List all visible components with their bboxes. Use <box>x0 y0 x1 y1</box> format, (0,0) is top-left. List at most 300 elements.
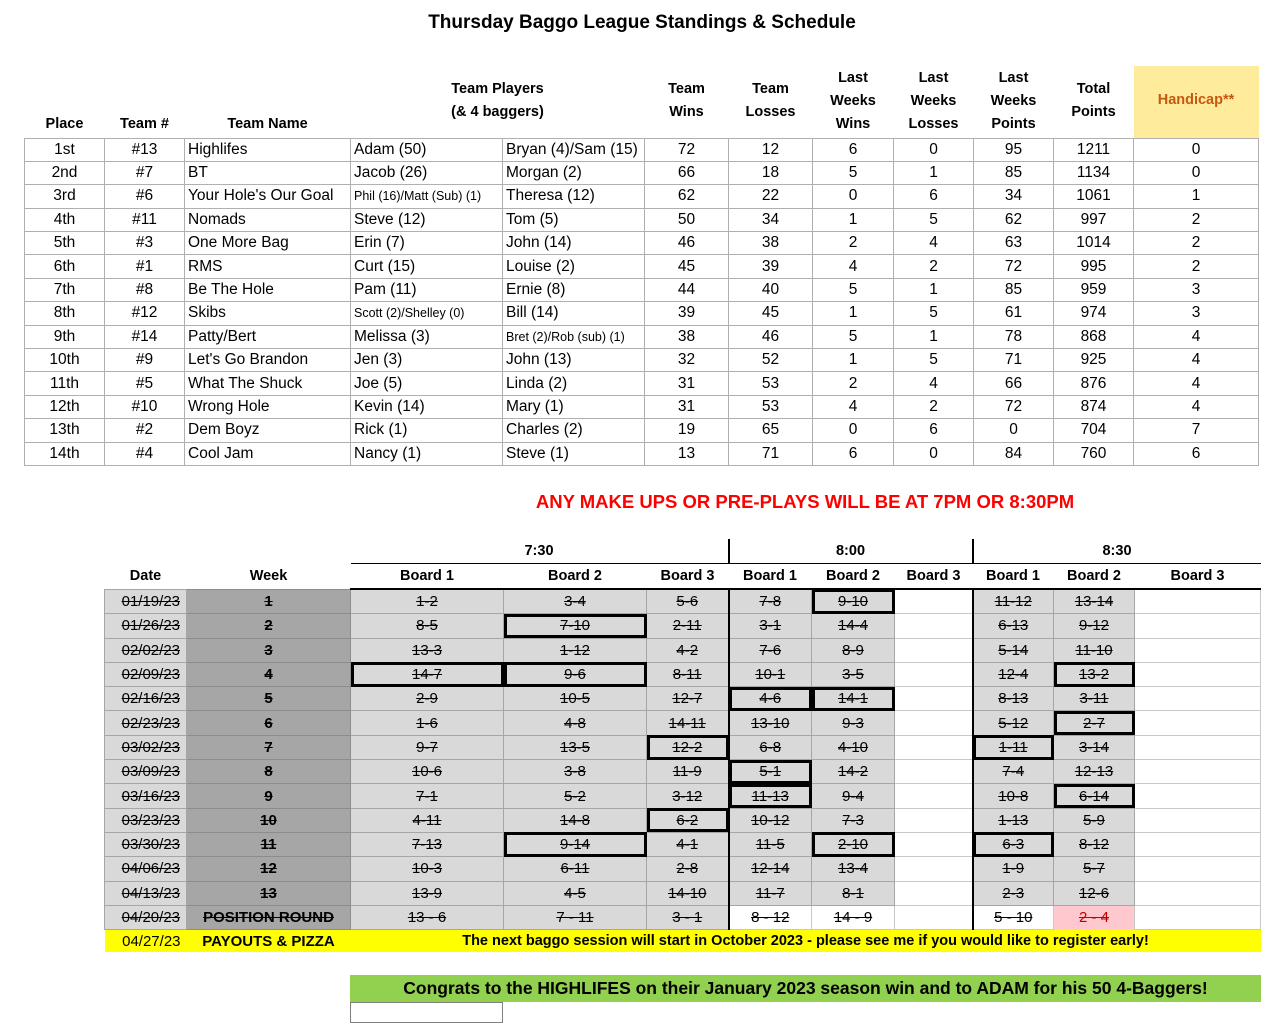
empty-board-cell <box>1135 735 1261 759</box>
team-name-cell: Nomads <box>185 208 351 231</box>
header-team-players: Team Players (& 4 baggers) <box>451 80 544 120</box>
header-week: Week <box>249 568 288 584</box>
matchup-text: 7-1 <box>416 787 438 805</box>
matchup-cell <box>729 662 812 686</box>
matchup-cell <box>1054 687 1135 711</box>
player-1-cell: Curt (15) <box>351 255 503 278</box>
player-1-cell: Pam (11) <box>351 278 503 301</box>
last-weeks-wins-cell: 4 <box>813 255 894 278</box>
payout-date: 04/27/23 <box>105 930 187 953</box>
standings-header-row <box>25 66 1259 138</box>
matchup-cell <box>351 589 504 614</box>
empty-board-cell <box>895 662 973 686</box>
schedule-row <box>105 589 1261 614</box>
standings-row <box>25 208 1259 231</box>
matchup-text: 10-5 <box>559 690 591 708</box>
team-number-cell: #11 <box>105 208 185 231</box>
date-text: 02/02/23 <box>121 641 180 659</box>
header-board: Board 3 <box>647 564 729 590</box>
team-wins-cell: 38 <box>645 325 729 348</box>
week-text: 6 <box>264 714 273 732</box>
matchup-cell <box>973 760 1054 784</box>
handicap-cell: 0 <box>1134 138 1259 161</box>
total-points-cell: 1061 <box>1054 185 1134 208</box>
matchup-text: 5-1 <box>759 763 782 781</box>
player-2-cell: Charles (2) <box>503 419 645 442</box>
last-weeks-wins-cell: 1 <box>813 302 894 325</box>
week-text: 7 <box>264 738 273 756</box>
team-number-cell: #6 <box>105 185 185 208</box>
schedule-week <box>187 638 351 662</box>
team-name-cell: Your Hole's Our Goal <box>185 185 351 208</box>
place-cell: 4th <box>25 208 105 231</box>
schedule-row <box>105 857 1261 881</box>
empty-board-cell <box>895 881 973 905</box>
matchup-text: 7-10 <box>559 617 591 635</box>
team-name-cell: RMS <box>185 255 351 278</box>
matchup-cell <box>973 905 1054 929</box>
last-weeks-losses-cell: 2 <box>894 395 974 418</box>
matchup-cell <box>1054 881 1135 905</box>
matchup-text: 1-9 <box>1002 860 1025 878</box>
handicap-cell: 2 <box>1134 255 1259 278</box>
team-wins-cell: 31 <box>645 395 729 418</box>
matchup-text: 5-2 <box>564 787 586 805</box>
last-weeks-wins-cell: 0 <box>813 419 894 442</box>
place-cell: 6th <box>25 255 105 278</box>
matchup-cell <box>351 784 504 808</box>
empty-board-cell <box>1135 638 1261 662</box>
matchup-cell <box>504 881 647 905</box>
matchup-cell <box>812 711 895 735</box>
date-text: 03/09/23 <box>121 763 180 781</box>
week-text: 2 <box>264 617 273 635</box>
player-1-cell: Kevin (14) <box>351 395 503 418</box>
matchup-cell <box>812 784 895 808</box>
matchup-cell <box>812 662 895 686</box>
matchup-cell <box>973 735 1054 759</box>
next-session-message: The next baggo session will start in October 2023 - please see me if you would like to register early! <box>351 930 1261 953</box>
last-weeks-points-cell: 0 <box>974 419 1054 442</box>
matchup-cell <box>504 832 647 856</box>
matchup-cell <box>351 711 504 735</box>
matchup-cell <box>504 905 647 929</box>
matchup-text: 8-1 <box>842 884 864 902</box>
week-text: 1 <box>264 592 273 610</box>
last-weeks-points-cell: 62 <box>974 208 1054 231</box>
schedule-week <box>187 832 351 856</box>
header-last-weeks-points: Last Weeks Points <box>990 69 1037 132</box>
matchup-cell <box>729 808 812 832</box>
matchup-cell <box>647 808 729 832</box>
team-losses-cell: 18 <box>729 161 813 184</box>
last-weeks-losses-cell: 0 <box>894 442 974 465</box>
team-name-cell: Patty/Bert <box>185 325 351 348</box>
total-points-cell: 874 <box>1054 395 1134 418</box>
place-cell: 9th <box>25 325 105 348</box>
team-name-cell: BT <box>185 161 351 184</box>
matchup-text: 7 - 11 <box>556 909 594 926</box>
date-text: 03/16/23 <box>121 787 180 805</box>
place-cell: 12th <box>25 395 105 418</box>
matchup-text: 6-8 <box>759 738 782 756</box>
empty-board-cell <box>895 589 973 614</box>
empty-board-cell <box>895 638 973 662</box>
total-points-cell: 1014 <box>1054 232 1134 255</box>
handicap-cell: 0 <box>1134 161 1259 184</box>
place-cell: 13th <box>25 419 105 442</box>
schedule-date <box>105 614 187 638</box>
matchup-text: 14-4 <box>837 617 869 635</box>
matchup-cell <box>729 687 812 711</box>
empty-board-cell <box>895 832 973 856</box>
matchup-cell <box>1054 711 1135 735</box>
matchup-text: 2 - 4 <box>1078 909 1109 927</box>
schedule-week <box>187 905 351 929</box>
standings-row <box>25 325 1259 348</box>
matchup-text: 4-11 <box>412 811 442 829</box>
team-losses-cell: 65 <box>729 419 813 442</box>
matchup-cell <box>1054 784 1135 808</box>
date-text: 04/06/23 <box>121 860 180 878</box>
matchup-text: 12-7 <box>672 690 703 708</box>
empty-board-cell <box>1135 711 1261 735</box>
matchup-text: 11-12 <box>994 593 1032 611</box>
team-number-cell: #2 <box>105 419 185 442</box>
total-points-cell: 925 <box>1054 349 1134 372</box>
team-number-cell: #7 <box>105 161 185 184</box>
matchup-text: 8-5 <box>416 617 438 635</box>
team-wins-cell: 50 <box>645 208 729 231</box>
team-wins-cell: 62 <box>645 185 729 208</box>
matchup-text: 6-3 <box>1002 836 1025 854</box>
matchup-text: 14-7 <box>411 666 443 684</box>
matchup-cell <box>812 638 895 662</box>
schedule-date <box>105 735 187 759</box>
schedule-row <box>105 687 1261 711</box>
last-weeks-points-cell: 85 <box>974 161 1054 184</box>
matchup-cell <box>504 857 647 881</box>
schedule-date <box>105 662 187 686</box>
handicap-cell: 7 <box>1134 419 1259 442</box>
matchup-cell <box>647 638 729 662</box>
board-header-row <box>105 564 1261 590</box>
standings-row <box>25 255 1259 278</box>
player-1-cell: Melissa (3) <box>351 325 503 348</box>
team-name-cell: Wrong Hole <box>185 395 351 418</box>
matchup-cell <box>351 687 504 711</box>
empty-board-cell <box>1135 614 1261 638</box>
header-board: Board 1 <box>729 564 812 590</box>
team-number-cell: #14 <box>105 325 185 348</box>
player-1-cell: Joe (5) <box>351 372 503 395</box>
last-weeks-points-cell: 78 <box>974 325 1054 348</box>
time-slot-830: 8:30 <box>973 539 1261 564</box>
matchup-cell <box>351 735 504 759</box>
team-number-cell: #12 <box>105 302 185 325</box>
place-cell: 5th <box>25 232 105 255</box>
total-points-cell: 997 <box>1054 208 1134 231</box>
matchup-cell <box>647 662 729 686</box>
matchup-cell <box>812 589 895 614</box>
date-text: 03/30/23 <box>121 836 180 854</box>
empty-board-cell <box>895 808 973 832</box>
team-number-cell: #4 <box>105 442 185 465</box>
date-text: 02/09/23 <box>121 666 180 684</box>
team-wins-cell: 45 <box>645 255 729 278</box>
team-wins-cell: 31 <box>645 372 729 395</box>
empty-board-cell <box>1135 662 1261 686</box>
schedule-week <box>187 614 351 638</box>
matchup-cell <box>647 589 729 614</box>
team-wins-cell: 19 <box>645 419 729 442</box>
matchup-cell <box>504 638 647 662</box>
matchup-cell <box>647 881 729 905</box>
time-header-row <box>105 539 1261 564</box>
player-1-cell: Adam (50) <box>351 138 503 161</box>
week-text: 9 <box>264 787 273 805</box>
matchup-text: 5-7 <box>1083 860 1105 878</box>
matchup-text: 3-1 <box>759 617 782 635</box>
last-weeks-losses-cell: 5 <box>894 208 974 231</box>
matchup-text: 6-13 <box>998 617 1029 635</box>
player-1-cell: Steve (12) <box>351 208 503 231</box>
matchup-text: 6-2 <box>676 811 699 829</box>
standings-row <box>25 302 1259 325</box>
total-points-cell: 1211 <box>1054 138 1134 161</box>
last-weeks-points-cell: 72 <box>974 395 1054 418</box>
matchup-text: 10-8 <box>998 787 1029 805</box>
total-points-cell: 760 <box>1054 442 1134 465</box>
standings-row <box>25 232 1259 255</box>
total-points-cell: 959 <box>1054 278 1134 301</box>
matchup-text: 3-11 <box>1079 690 1109 708</box>
matchup-text: 2-9 <box>416 690 438 708</box>
schedule-date <box>105 857 187 881</box>
standings-row <box>25 161 1259 184</box>
matchup-cell <box>973 687 1054 711</box>
matchup-text: 10-3 <box>411 860 443 878</box>
player-2-cell: John (13) <box>503 349 645 372</box>
last-weeks-losses-cell: 0 <box>894 138 974 161</box>
matchup-text: 1-6 <box>416 714 438 732</box>
matchup-text: 12-2 <box>672 738 703 756</box>
team-losses-cell: 38 <box>729 232 813 255</box>
handicap-cell: 3 <box>1134 278 1259 301</box>
team-number-cell: #5 <box>105 372 185 395</box>
handicap-cell: 4 <box>1134 372 1259 395</box>
header-date: Date <box>129 568 162 584</box>
matchup-cell <box>351 760 504 784</box>
team-wins-cell: 66 <box>645 161 729 184</box>
matchup-cell <box>973 711 1054 735</box>
team-name-cell: Cool Jam <box>185 442 351 465</box>
place-cell: 7th <box>25 278 105 301</box>
matchup-text: 1-12 <box>559 641 591 659</box>
last-weeks-losses-cell: 6 <box>894 419 974 442</box>
matchup-text: 4-2 <box>676 641 699 659</box>
schedule-row <box>105 638 1261 662</box>
matchup-cell <box>504 735 647 759</box>
matchup-text: 11-10 <box>1075 641 1113 659</box>
team-wins-cell: 39 <box>645 302 729 325</box>
header-board: Board 2 <box>1054 564 1135 590</box>
empty-board-cell <box>1135 589 1261 614</box>
player-1-cell: Scott (2)/Shelley (0) <box>351 302 503 325</box>
matchup-cell <box>973 832 1054 856</box>
matchup-cell <box>1054 760 1135 784</box>
matchup-text: 12-14 <box>751 860 790 878</box>
matchup-cell <box>973 662 1054 686</box>
matchup-cell <box>1054 905 1135 929</box>
matchup-cell <box>729 832 812 856</box>
player-2-cell: Linda (2) <box>503 372 645 395</box>
header-last-weeks-losses: Last Weeks Losses <box>908 69 959 132</box>
matchup-text: 14 - 9 <box>833 909 873 926</box>
header-board: Board 2 <box>812 564 895 590</box>
matchup-text: 12-6 <box>1078 884 1110 902</box>
matchup-text: 3-14 <box>1078 738 1110 756</box>
matchup-cell <box>729 905 812 929</box>
matchup-text: 8-13 <box>998 690 1029 708</box>
congrats-banner: Congrats to the HIGHLIFES on their January 2023 season win and to ADAM for his 50 4-Baggers! <box>350 975 1261 1002</box>
empty-board-cell <box>895 614 973 638</box>
matchup-text: 2-11 <box>672 617 702 635</box>
matchup-text: 11-9 <box>672 763 702 781</box>
matchup-cell <box>647 735 729 759</box>
last-weeks-wins-cell: 5 <box>813 161 894 184</box>
empty-board-cell <box>1135 857 1261 881</box>
matchup-cell <box>729 784 812 808</box>
empty-board-cell <box>1135 832 1261 856</box>
last-weeks-points-cell: 63 <box>974 232 1054 255</box>
matchup-text: 1-11 <box>998 738 1028 756</box>
matchup-text: 14-10 <box>668 884 707 902</box>
handicap-cell: 2 <box>1134 232 1259 255</box>
matchup-text: 12-4 <box>998 666 1029 684</box>
schedule-week <box>187 881 351 905</box>
matchup-text: 14-1 <box>837 690 869 708</box>
matchup-cell <box>504 784 647 808</box>
schedule-date <box>105 589 187 614</box>
payout-label: PAYOUTS & PIZZA <box>187 930 351 953</box>
empty-board-cell <box>895 857 973 881</box>
last-weeks-wins-cell: 2 <box>813 372 894 395</box>
schedule-row <box>105 832 1261 856</box>
page-title: Thursday Baggo League Standings & Schedule <box>428 12 856 33</box>
team-number-cell: #1 <box>105 255 185 278</box>
last-weeks-losses-cell: 6 <box>894 185 974 208</box>
matchup-text: 13-3 <box>411 641 443 659</box>
matchup-cell <box>504 662 647 686</box>
player-1-cell: Jen (3) <box>351 349 503 372</box>
empty-board-cell <box>895 905 973 929</box>
matchup-text: 11-7 <box>755 884 785 902</box>
schedule-row <box>105 905 1261 929</box>
schedule-week <box>187 711 351 735</box>
header-team-wins: Team Wins <box>668 80 705 120</box>
team-losses-cell: 22 <box>729 185 813 208</box>
matchup-cell <box>729 589 812 614</box>
standings-row <box>25 419 1259 442</box>
matchup-cell <box>729 614 812 638</box>
team-wins-cell: 44 <box>645 278 729 301</box>
matchup-text: 2-3 <box>1002 884 1025 902</box>
matchup-cell <box>1054 614 1135 638</box>
matchup-cell <box>1054 832 1135 856</box>
matchup-cell <box>812 735 895 759</box>
team-losses-cell: 39 <box>729 255 813 278</box>
team-wins-cell: 32 <box>645 349 729 372</box>
matchup-cell <box>812 881 895 905</box>
standings-row <box>25 442 1259 465</box>
matchup-cell <box>973 638 1054 662</box>
week-text: 13 <box>260 884 277 902</box>
matchup-cell <box>1054 589 1135 614</box>
matchup-text: 13-5 <box>559 738 591 756</box>
header-team-number: Team # <box>120 115 169 132</box>
total-points-cell: 974 <box>1054 302 1134 325</box>
team-losses-cell: 53 <box>729 395 813 418</box>
standings-row <box>25 349 1259 372</box>
makeup-notice: ANY MAKE UPS OR PRE-PLAYS WILL BE AT 7PM OR 8:30PM <box>535 491 1075 512</box>
schedule-date <box>105 881 187 905</box>
week-text: 3 <box>264 641 273 659</box>
matchup-text: 8-9 <box>842 641 864 659</box>
matchup-text: 9-12 <box>1078 617 1110 635</box>
matchup-text: 11-5 <box>755 836 785 854</box>
handicap-cell: 4 <box>1134 325 1259 348</box>
place-cell: 3rd <box>25 185 105 208</box>
date-text: 04/20/23 <box>121 909 180 926</box>
schedule-week <box>187 662 351 686</box>
matchup-cell <box>729 711 812 735</box>
schedule-date <box>105 905 187 929</box>
schedule-date <box>105 638 187 662</box>
total-points-cell: 868 <box>1054 325 1134 348</box>
team-losses-cell: 40 <box>729 278 813 301</box>
player-2-cell: Bryan (4)/Sam (15) <box>503 138 645 161</box>
week-text: 5 <box>264 690 273 708</box>
team-losses-cell: 12 <box>729 138 813 161</box>
matchup-text: 8 - 12 <box>751 909 790 926</box>
matchup-cell <box>647 760 729 784</box>
matchup-cell <box>973 857 1054 881</box>
matchup-text: 9-14 <box>559 836 591 854</box>
last-weeks-wins-cell: 1 <box>813 349 894 372</box>
date-text: 04/13/23 <box>121 884 180 902</box>
matchup-text: 9-3 <box>842 714 864 732</box>
matchup-cell <box>647 784 729 808</box>
total-points-cell: 704 <box>1054 419 1134 442</box>
place-cell: 11th <box>25 372 105 395</box>
matchup-text: 11-13 <box>751 787 789 805</box>
matchup-cell <box>647 687 729 711</box>
total-points-cell: 995 <box>1054 255 1134 278</box>
matchup-cell <box>973 784 1054 808</box>
matchup-text: 4-1 <box>676 836 699 854</box>
week-text: 12 <box>260 860 277 878</box>
matchup-text: 7-4 <box>1002 763 1025 781</box>
player-2-cell: Louise (2) <box>503 255 645 278</box>
matchup-cell <box>973 881 1054 905</box>
handicap-cell: 2 <box>1134 208 1259 231</box>
team-losses-cell: 46 <box>729 325 813 348</box>
standings-row <box>25 372 1259 395</box>
last-weeks-wins-cell: 5 <box>813 325 894 348</box>
date-text: 01/19/23 <box>121 592 180 610</box>
matchup-text: 9-10 <box>837 593 869 611</box>
